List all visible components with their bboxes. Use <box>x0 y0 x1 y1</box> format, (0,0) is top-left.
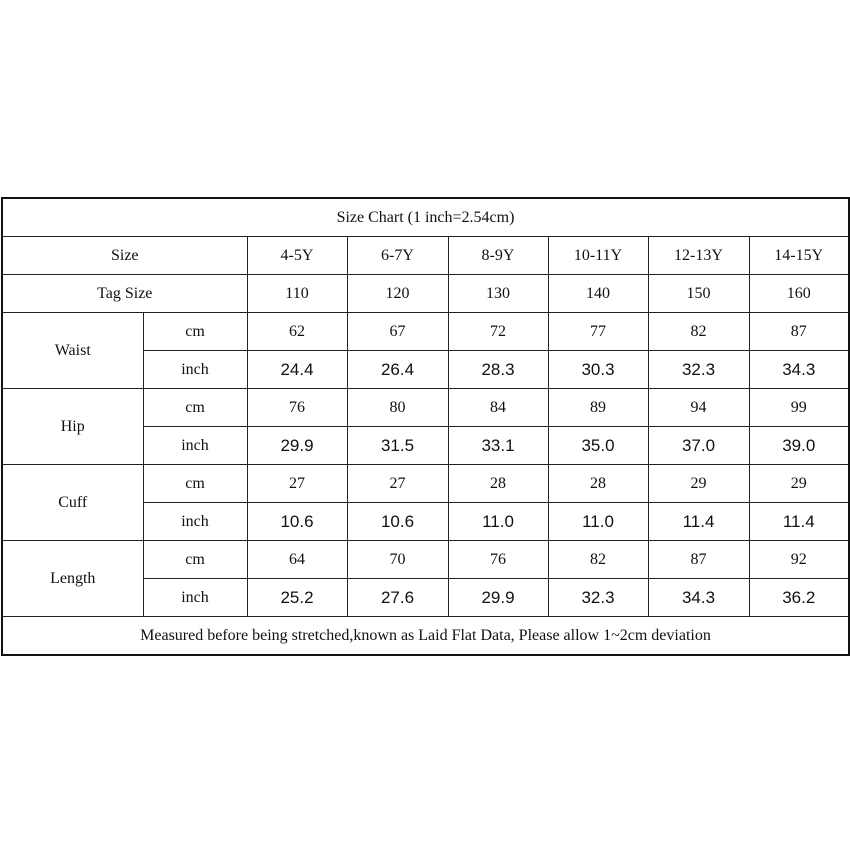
inch-value-cell: 10.6 <box>247 503 347 541</box>
unit-label: cm <box>143 313 247 351</box>
size-header-cell: 4-5Y <box>247 237 347 275</box>
size-header-cell: 6-7Y <box>347 237 448 275</box>
cm-value-cell: 64 <box>247 541 347 579</box>
unit-label: inch <box>143 427 247 465</box>
tag-size-label: Tag Size <box>2 275 247 313</box>
cm-value-cell: 70 <box>347 541 448 579</box>
cm-value-cell: 84 <box>448 389 548 427</box>
cm-value-cell: 29 <box>749 465 849 503</box>
tag-size-cell: 140 <box>548 275 648 313</box>
unit-label: inch <box>143 579 247 617</box>
inch-value-cell: 11.0 <box>548 503 648 541</box>
tag-size-cell: 150 <box>648 275 749 313</box>
deviation-note: Measured before being stretched,known as Laid Flat Data, Please allow 1~2cm deviation <box>2 617 849 656</box>
cm-value-cell: 82 <box>548 541 648 579</box>
cm-value-cell: 82 <box>648 313 749 351</box>
measurement-name: Hip <box>2 389 143 465</box>
inch-value-cell: 10.6 <box>347 503 448 541</box>
unit-label: cm <box>143 389 247 427</box>
inch-value-cell: 34.3 <box>648 579 749 617</box>
cm-value-cell: 77 <box>548 313 648 351</box>
measurement-row-cm <box>2 541 849 579</box>
cm-value-cell: 27 <box>347 465 448 503</box>
cm-value-cell: 27 <box>247 465 347 503</box>
inch-value-cell: 31.5 <box>347 427 448 465</box>
measurement-name: Waist <box>2 313 143 389</box>
unit-label: cm <box>143 541 247 579</box>
cm-value-cell: 76 <box>247 389 347 427</box>
size-header-cell: 14-15Y <box>749 237 849 275</box>
size-header-row <box>2 237 849 275</box>
inch-value-cell: 30.3 <box>548 351 648 389</box>
cm-value-cell: 87 <box>749 313 849 351</box>
inch-value-cell: 35.0 <box>548 427 648 465</box>
cm-value-cell: 87 <box>648 541 749 579</box>
inch-value-cell: 29.9 <box>448 579 548 617</box>
size-chart-table <box>1 197 850 656</box>
cm-value-cell: 67 <box>347 313 448 351</box>
cm-value-cell: 28 <box>448 465 548 503</box>
size-header-cell: 10-11Y <box>548 237 648 275</box>
cm-value-cell: 94 <box>648 389 749 427</box>
cm-value-cell: 76 <box>448 541 548 579</box>
cm-value-cell: 99 <box>749 389 849 427</box>
cm-value-cell: 92 <box>749 541 849 579</box>
inch-value-cell: 27.6 <box>347 579 448 617</box>
measurement-row-cm <box>2 465 849 503</box>
inch-value-cell: 39.0 <box>749 427 849 465</box>
inch-value-cell: 11.0 <box>448 503 548 541</box>
inch-value-cell: 34.3 <box>749 351 849 389</box>
unit-label: cm <box>143 465 247 503</box>
inch-value-cell: 24.4 <box>247 351 347 389</box>
cm-value-cell: 28 <box>548 465 648 503</box>
title-row <box>2 198 849 237</box>
inch-value-cell: 32.3 <box>648 351 749 389</box>
tag-size-cell: 160 <box>749 275 849 313</box>
measurement-name: Length <box>2 541 143 617</box>
inch-value-cell: 33.1 <box>448 427 548 465</box>
measurement-name: Cuff <box>2 465 143 541</box>
inch-value-cell: 28.3 <box>448 351 548 389</box>
unit-label: inch <box>143 351 247 389</box>
inch-value-cell: 29.9 <box>247 427 347 465</box>
size-header-label: Size <box>2 237 247 275</box>
cm-value-cell: 89 <box>548 389 648 427</box>
cm-value-cell: 80 <box>347 389 448 427</box>
inch-value-cell: 37.0 <box>648 427 749 465</box>
inch-value-cell: 11.4 <box>648 503 749 541</box>
cm-value-cell: 62 <box>247 313 347 351</box>
size-header-cell: 12-13Y <box>648 237 749 275</box>
inch-value-cell: 36.2 <box>749 579 849 617</box>
inch-value-cell: 32.3 <box>548 579 648 617</box>
inch-value-cell: 26.4 <box>347 351 448 389</box>
tag-size-cell: 120 <box>347 275 448 313</box>
unit-label: inch <box>143 503 247 541</box>
cm-value-cell: 72 <box>448 313 548 351</box>
tag-size-cell: 130 <box>448 275 548 313</box>
chart-title: Size Chart (1 inch=2.54cm) <box>2 198 849 237</box>
inch-value-cell: 25.2 <box>247 579 347 617</box>
cm-value-cell: 29 <box>648 465 749 503</box>
note-row <box>2 617 849 656</box>
tag-size-row <box>2 275 849 313</box>
size-header-cell: 8-9Y <box>448 237 548 275</box>
inch-value-cell: 11.4 <box>749 503 849 541</box>
measurement-row-cm <box>2 313 849 351</box>
measurement-row-cm <box>2 389 849 427</box>
tag-size-cell: 110 <box>247 275 347 313</box>
